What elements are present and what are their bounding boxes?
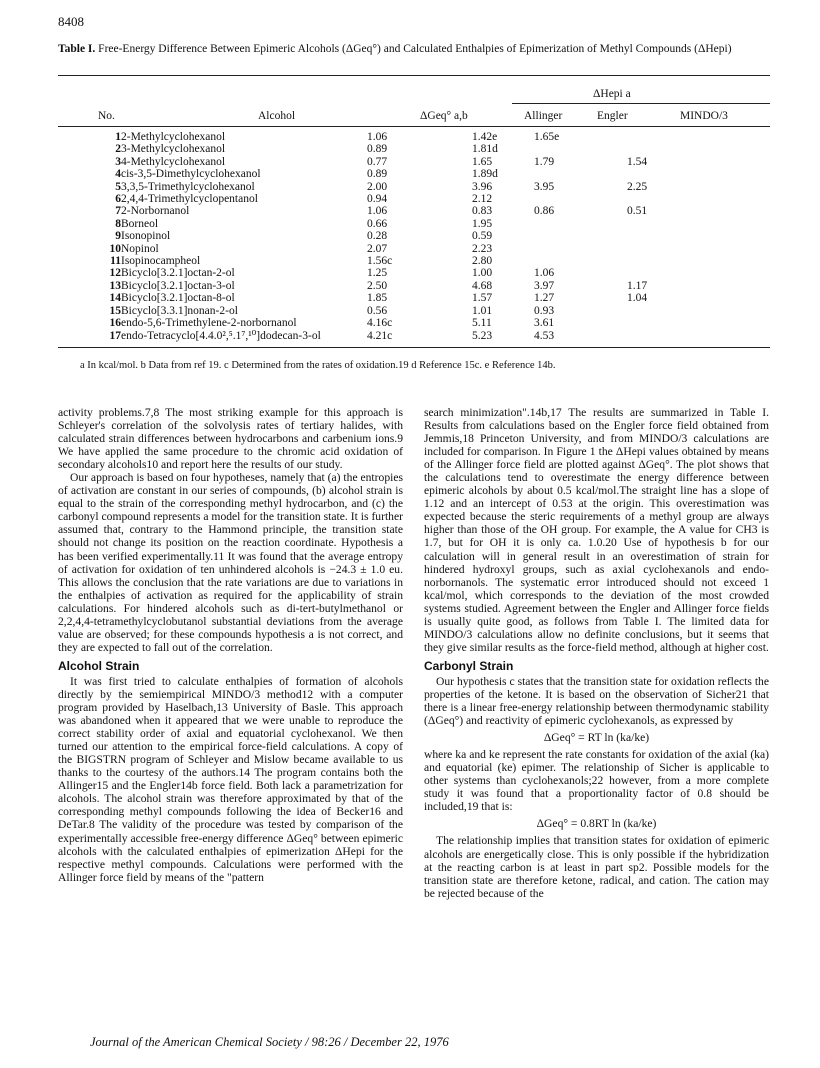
table-row: [58, 317, 770, 329]
table-caption-text: Free-Energy Difference Between Epimeric Alcohols (ΔGeq°) and Calculated Enthalpies of Epimerization of Methyl Compounds (ΔHepi): [98, 43, 732, 55]
row-allinger: 1.95: [472, 217, 493, 230]
row-geq: 2.00: [367, 180, 388, 193]
row-engler: 0.93: [534, 304, 555, 317]
left-column: [58, 406, 403, 884]
row-mindo: [627, 255, 770, 267]
row-number: 13: [109, 279, 121, 292]
row-number: 4: [115, 168, 121, 181]
row-alcohol: 3,3,5-Trimethylcyclohexanol: [121, 180, 255, 193]
row-alcohol: Bicyclo[3.2.1]octan-2-ol: [121, 267, 235, 280]
table-row: [58, 218, 770, 230]
row-number: 15: [109, 304, 121, 317]
row-engler: [534, 243, 627, 255]
table-group-rule: [512, 103, 770, 104]
row-engler: [534, 193, 627, 205]
row-engler: [534, 168, 627, 180]
row-mindo: [627, 267, 770, 279]
row-allinger: 1.81d: [472, 143, 498, 156]
row-alcohol: 3-Methylcyclohexanol: [121, 143, 226, 156]
row-engler: 1.79: [534, 155, 555, 168]
row-number: 17: [109, 329, 121, 342]
row-geq: 0.94: [367, 193, 388, 206]
row-geq: 1.85: [367, 292, 388, 305]
row-allinger: 5.11: [472, 317, 492, 330]
row-allinger: 0.83: [472, 205, 493, 218]
row-mindo: [627, 168, 770, 180]
row-number: 16: [109, 317, 121, 330]
row-geq: 0.89: [367, 168, 388, 181]
row-allinger: 1.00: [472, 267, 493, 280]
table-top-rule: [58, 75, 770, 76]
table-row: [58, 280, 770, 292]
row-alcohol: Bicyclo[3.2.1]octan-3-ol: [121, 279, 235, 292]
row-number: 10: [109, 242, 121, 255]
data-table: [58, 131, 770, 342]
row-mindo: 1.54: [627, 155, 648, 168]
journal-footer: Journal of the American Chemical Society / 98:26 / December 22, 1976: [90, 1035, 449, 1049]
section-heading-carbonyl-strain: Carbonyl Strain: [424, 658, 514, 673]
row-number: 8: [115, 217, 121, 230]
row-alcohol: Bicyclo[3.3.1]nonan-2-ol: [121, 304, 238, 317]
table-row: [58, 131, 770, 143]
row-mindo: [627, 218, 770, 230]
row-mindo: 2.25: [627, 180, 648, 193]
row-engler: 1.65e: [534, 131, 560, 143]
header-no: No.: [98, 110, 115, 122]
row-alcohol: 2,4,4-Trimethylcyclopentanol: [121, 193, 258, 206]
row-allinger: 1.42e: [472, 131, 498, 143]
row-engler: 4.53: [534, 329, 555, 342]
row-allinger: 1.57: [472, 292, 493, 305]
row-geq: 1.06: [367, 205, 388, 218]
right-paragraph-4: The relationship implies that transition states for oxidation of epimeric alcohols are energetically close. This is only possible if the hybridization at the reacting carbon is at least in part sp2. Possible models for the transition state are therefore ketone, radical, and cation. The cation may be rejected because of the: [424, 834, 769, 900]
row-mindo: 1.17: [627, 279, 648, 292]
row-geq: 2.50: [367, 279, 388, 292]
row-number: 7: [115, 205, 121, 218]
row-alcohol: endo-Tetracyclo[4.4.0²,⁵.1⁷,¹⁰]dodecan-3-ol: [121, 329, 321, 342]
equation-1: ΔGeq° = RT ln (ka/ke): [543, 731, 650, 745]
header-allinger: Allinger: [524, 110, 563, 122]
table-caption-label: Table I.: [58, 43, 96, 55]
row-allinger: 2.23: [472, 242, 493, 255]
row-number: 14: [109, 292, 121, 305]
row-number: 12: [109, 267, 121, 280]
row-alcohol: cis-3,5-Dimethylcyclohexanol: [121, 168, 261, 181]
row-alcohol: 2-Norbornanol: [121, 205, 190, 218]
row-mindo: 0.51: [627, 205, 648, 218]
row-allinger: 3.96: [472, 180, 493, 193]
row-number: 6: [115, 193, 121, 206]
equation-2: ΔGeq° = 0.8RT ln (ka/ke): [536, 817, 657, 831]
table-row: [58, 255, 770, 267]
left-paragraph-1: activity problems.7,8 The most striking example for this approach is Schleyer's correlation of the solvolysis rates of tertiary halides, with calculated strain differences between hydrocarbons and carbenium ions.9 We have applied the same procedure to the chromic acid oxidation of secondary alcohols10 and report here the results of our study.: [58, 406, 403, 472]
right-paragraph-3: where ka and ke represent the rate constants for oxidation of the axial (ka) and equatorial (ke) epimer. The relationship of Sicher is applicable to other systems than cyclohexanols;22 however, from a more complete study it was found that a proportionality factor of 0.8 should be included,19 that is:: [424, 748, 769, 814]
row-engler: 0.86: [534, 205, 555, 218]
row-engler: [534, 230, 627, 242]
right-paragraph-1: search minimization".14b,17 The results are summarized in Table I. Results from calculations based on the Engler force field obtained from Jemmis,18 Princeton University, and from MINDO/3 calculations are included for comparison. In Figure 1 the ΔHepi values obtained by means of the Allinger force field are plotted against ΔGeq°. The plot shows that the calculations tend to overestimate the energy difference between epimeric alcohols by about 0.5 kcal/mol.The straight line has a slope of 1.12 and an intercept of 0.53 at the origin. This overestimation was expected because the steric requirements of a methyl group are always higher than those of the OH group. For example, the A value for CH3 is 1.7, but for OH it is only ca. 1.0.20 Use of hypothesis b for our calculation will in general result in an overestimation of strain for hindered hydroxyl groups, such as axial cyclohexanols and endo-norbornanols. The systematic error introduced should not exceed 1 kcal/mol, which corresponds to the deviation of the most crowded systems studied. Agreement between the Engler and Allinger force fields is usually quite good, as follows from Table I. The limited data for MINDO/3 calculations allow no definite conclusions, but it seems that they give similar results as the force-field method, although at higher cost.: [424, 406, 769, 654]
row-engler: [534, 218, 627, 230]
row-number: 3: [115, 155, 121, 168]
row-geq: 0.89: [367, 143, 388, 156]
row-geq: 0.66: [367, 217, 388, 230]
table-row: [58, 243, 770, 255]
table-bottom-rule: [58, 347, 770, 348]
row-allinger: 1.65: [472, 155, 493, 168]
table-row: [58, 292, 770, 304]
table-row: [58, 267, 770, 279]
row-allinger: 0.59: [472, 230, 493, 243]
table-row: [58, 143, 770, 155]
row-geq: 0.77: [367, 155, 388, 168]
row-mindo: [627, 193, 770, 205]
row-mindo: [627, 131, 770, 143]
row-mindo: [627, 317, 770, 329]
row-engler: 1.27: [534, 292, 555, 305]
row-alcohol: 4-Methylcyclohexanol: [121, 155, 226, 168]
row-allinger: 2.12: [472, 193, 493, 206]
row-allinger: 5.23: [472, 329, 493, 342]
row-geq: 4.16c: [367, 317, 393, 330]
header-alcohol: Alcohol: [258, 110, 296, 122]
row-alcohol: Isonopinol: [121, 230, 171, 243]
row-alcohol: Nopinol: [121, 242, 159, 255]
table-row: [58, 305, 770, 317]
row-alcohol: Bicyclo[3.2.1]octan-8-ol: [121, 292, 235, 305]
row-geq: 1.06: [367, 131, 388, 143]
row-allinger: 4.68: [472, 279, 493, 292]
row-alcohol: 2-Methylcyclohexanol: [121, 131, 226, 143]
table-row: [58, 181, 770, 193]
section-heading-alcohol-strain: Alcohol Strain: [58, 658, 140, 673]
row-engler: 1.06: [534, 267, 555, 280]
row-engler: 3.95: [534, 180, 555, 193]
header-engler: Engler: [597, 110, 628, 122]
row-geq: 1.25: [367, 267, 388, 280]
right-column: [424, 406, 769, 900]
left-paragraph-3: It was first tried to calculate enthalpies of formation of alcohols directly by the semiempirical MINDO/3 method12 with a computer program provided by Haselbach,13 University of Basle. This approach was abandoned when it appeared that we were unable to reproduce the correct stability order of axial and equatorial cyclohexanol. We then turned our attention to the empirical force-field calculations. A copy of the BIGSTRN program of Schleyer and Mislow became available to us thanks to the courtesy of the authors.14 The program contains both the Allinger15 and the Engler14b force field. Both lack a parametrization for alcohols. The alcohol strain was therefore approximated by that of the corresponding methyl compounds following the idea of Becker16 and DeTar.8 The validity of the procedure was tested by comparison of the experimentally accessible free-energy difference ΔGeq° between epimeric alcohols with the calculated enthalpies of epimerization ΔHepi for the respective methyl compounds. Calculations were performed with the Allinger force field by means of the "pattern: [58, 674, 403, 884]
row-mindo: 1.04: [627, 292, 648, 305]
row-geq: 2.07: [367, 242, 388, 255]
table-footnote: a In kcal/mol. b Data from ref 19. c Determined from the rates of oxidation.19 d Reference 15c. e Reference 14b.: [80, 360, 556, 371]
row-alcohol: Borneol: [121, 217, 159, 230]
row-engler: 3.61: [534, 317, 555, 330]
row-number: 11: [110, 255, 121, 268]
row-mindo: [627, 330, 770, 342]
row-geq: 4.21c: [367, 329, 393, 342]
header-mindo: MINDO/3: [680, 110, 728, 122]
row-number: 1: [115, 131, 121, 143]
row-number: 5: [115, 180, 121, 193]
table-row: [58, 156, 770, 168]
row-alcohol: Isopinocampheol: [121, 255, 201, 268]
row-engler: 3.97: [534, 279, 555, 292]
row-geq: 0.28: [367, 230, 388, 243]
table-header-rule: [58, 126, 770, 127]
left-paragraph-2: Our approach is based on four hypotheses, namely that (a) the entropies of activation are constant in our series of compounds, (b) alcohol strain is equal to the strain of the corresponding methyl hydrocarbon, and (c) the carbonyl compound represents a model for the transition state. It is further assumed that, contrary to the Hammond principle, the transition state should not change its position on the reaction coordinate. Hypothesis a has been verified experimentally.11 It was found that the average entropy of activation for oxidation of ten unhindered alcohols is −24.3 ± 1.0 eu. This allows the conclusion that the rate variations are due to variations in the enthalpies of activation as required for the applicability of strain calculations. For hindered alcohols such as di-tert-butylmethanol or 2,2,4,4-tetramethylcyclobutanol substantial deviations from the average value are observed; for these compounds hypothesis a is not correct, and they are expected to fall out of the correlation.: [58, 471, 403, 654]
right-paragraph-2: Our hypothesis c states that the transition state for oxidation reflects the properties of the ketone. It is based on the observation of Sicher21 that there is a linear free-energy relationship between thermodynamic stability (ΔGeq°) and reactivity of epimeric cyclohexanols, as expressed by: [424, 674, 769, 728]
table-group-header: ΔHepi a: [593, 88, 631, 100]
row-allinger: 2.80: [472, 255, 493, 268]
row-number: 9: [115, 230, 121, 243]
row-mindo: [627, 305, 770, 317]
row-engler: [534, 255, 627, 267]
header-geq: ΔGeq° a,b: [420, 110, 468, 122]
row-alcohol: endo-5,6-Trimethylene-2-norbornanol: [121, 317, 297, 330]
table-row: [58, 193, 770, 205]
table-row: [58, 205, 770, 217]
table-row: [58, 168, 770, 180]
table-row: [58, 230, 770, 242]
row-mindo: [627, 243, 770, 255]
table-caption: [58, 42, 768, 56]
row-geq: 0.56: [367, 304, 388, 317]
row-mindo: [627, 230, 770, 242]
row-engler: [534, 143, 627, 155]
row-allinger: 1.89d: [472, 168, 498, 181]
table-row: [58, 330, 770, 342]
page-number: 8408: [58, 14, 84, 29]
row-number: 2: [115, 143, 121, 156]
row-mindo: [627, 143, 770, 155]
row-allinger: 1.01: [472, 304, 493, 317]
row-geq: 1.56c: [367, 255, 393, 268]
